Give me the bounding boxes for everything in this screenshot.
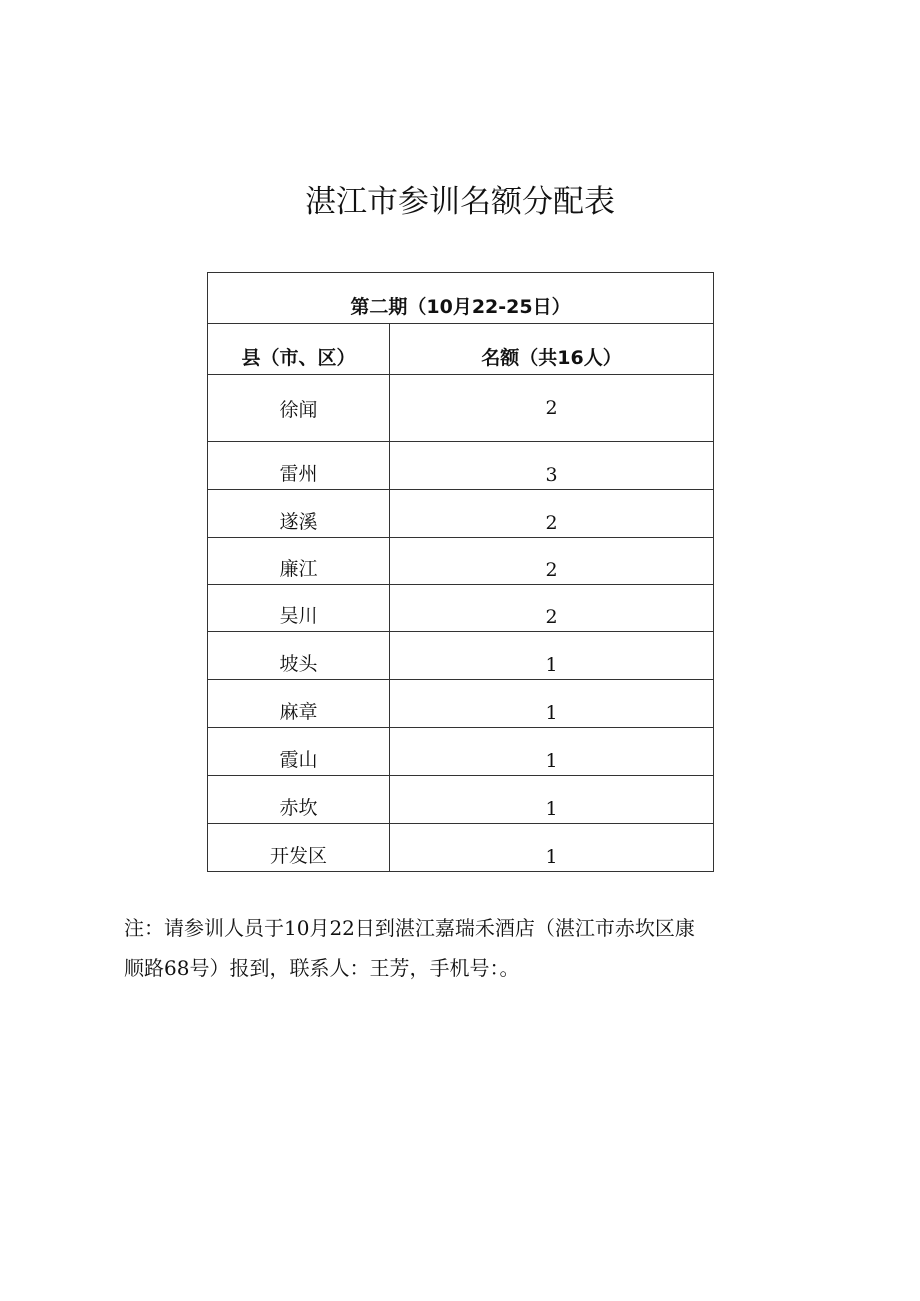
table-row — [208, 728, 714, 776]
county-cell: 雷州 — [208, 442, 390, 490]
page-title: 湛江市参训名额分配表 — [305, 184, 615, 220]
period-header: 第二期（10月22-25日） — [208, 273, 714, 324]
quota-cell: 2 — [390, 375, 714, 442]
quota-cell: 3 — [390, 442, 714, 490]
quota-column-header: 名额（共16人） — [390, 324, 714, 375]
table-row — [208, 375, 714, 442]
quota-table — [207, 272, 714, 872]
quota-cell: 2 — [390, 538, 714, 585]
table-row — [208, 490, 714, 538]
note-line-1: 注：请参训人员于10月22日到湛江嘉瑞禾酒店（湛江市赤坎区康 — [124, 916, 695, 940]
county-cell: 霞山 — [208, 728, 390, 776]
county-cell: 麻章 — [208, 680, 390, 728]
quota-cell: 1 — [390, 728, 714, 776]
county-cell: 坡头 — [208, 632, 390, 680]
quota-cell: 2 — [390, 490, 714, 538]
note-line-2: 顺路68号）报到，联系人：王芳，手机号：。 — [124, 956, 520, 980]
quota-cell: 1 — [390, 824, 714, 872]
table-row — [208, 680, 714, 728]
registration-note — [124, 908, 814, 988]
quota-cell: 1 — [390, 632, 714, 680]
county-cell: 廉江 — [208, 538, 390, 585]
quota-cell: 1 — [390, 680, 714, 728]
table-row — [208, 442, 714, 490]
county-cell: 赤坎 — [208, 776, 390, 824]
quota-cell: 1 — [390, 776, 714, 824]
county-cell: 开发区 — [208, 824, 390, 872]
county-column-header: 县（市、区） — [208, 324, 390, 375]
table-row — [208, 632, 714, 680]
county-cell: 吴川 — [208, 585, 390, 632]
table-row — [208, 824, 714, 872]
period-row — [208, 273, 714, 324]
table-row — [208, 538, 714, 585]
table-row — [208, 585, 714, 632]
county-cell: 遂溪 — [208, 490, 390, 538]
table-row — [208, 776, 714, 824]
quota-cell: 2 — [390, 585, 714, 632]
column-header-row — [208, 324, 714, 375]
county-cell: 徐闻 — [208, 375, 390, 442]
